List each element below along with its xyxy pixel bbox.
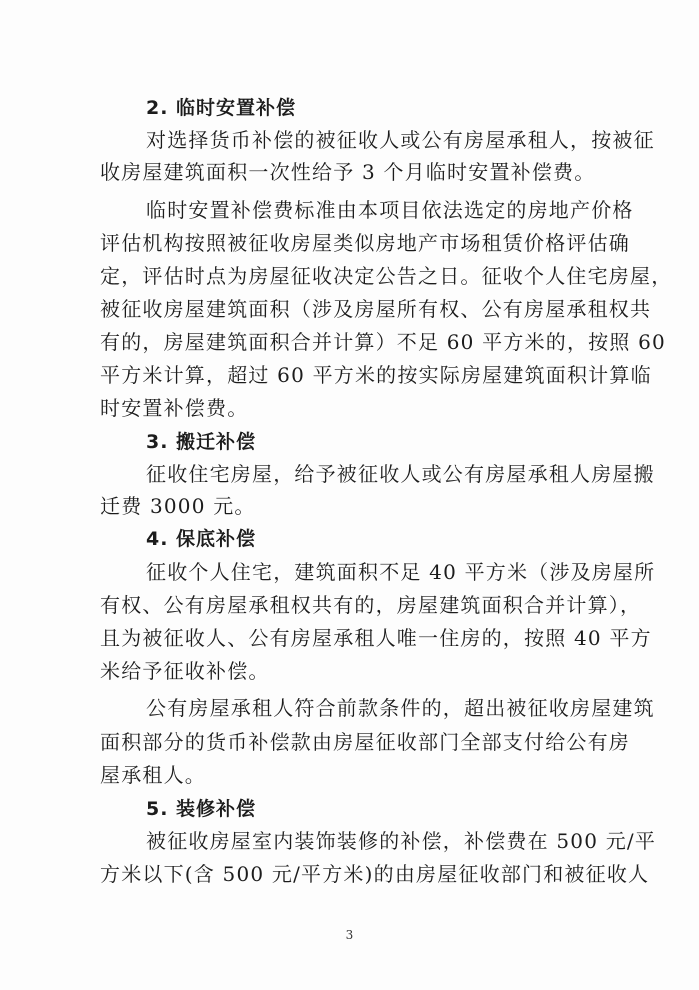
paragraph-line: 被征收房屋建筑面积（涉及房屋所有权、公有房屋承租权共	[100, 297, 652, 321]
paragraph-line: 且为被征收人、公有房屋承租人唯一住房的，按照 40 平方	[100, 626, 652, 650]
paragraph-line: 有权、公有房屋承租权共有的，房屋建筑面积合并计算），	[100, 593, 642, 617]
paragraph-line: 平方米计算，超过 60 平方米的按实际房屋建筑面积计算临	[100, 363, 652, 387]
paragraph-line: 征收住宅房屋，给予被征收人或公有房屋承租人房屋搬	[146, 462, 655, 486]
paragraph-line: 米给予征收补偿。	[100, 659, 270, 683]
section-heading: 2. 临时安置补偿	[146, 97, 297, 119]
paragraph-line: 面积部分的货币补偿款由房屋征收部门全部支付给公有房	[100, 730, 630, 754]
section-heading: 4. 保底补偿	[146, 528, 257, 550]
paragraph-line: 屋承租人。	[100, 763, 206, 787]
section-heading: 3. 搬迁补偿	[146, 431, 257, 453]
paragraph-line: 有的，房屋建筑面积合并计算）不足 60 平方米的，按照 60	[100, 330, 666, 354]
page-number: 3	[345, 928, 354, 942]
paragraph-line: 评估机构按照被征收房屋类似房地产市场租赁价格评估确	[100, 231, 630, 255]
paragraph-line: 定，评估时点为房屋征收决定公告之日。征收个人住宅房屋，	[100, 264, 673, 288]
paragraph-line: 收房屋建筑面积一次性给予 3 个月临时安置补偿费。	[100, 160, 596, 184]
section-heading: 5. 装修补偿	[146, 798, 257, 820]
paragraph-line: 对选择货币补偿的被征收人或公有房屋承租人，按被征	[146, 128, 655, 152]
paragraph-line: 公有房屋承租人符合前款条件的，超出被征收房屋建筑	[146, 696, 655, 720]
paragraph-line: 迁费 3000 元。	[100, 494, 256, 518]
paragraph-line: 被征收房屋室内装饰装修的补偿，补偿费在 500 元/平	[146, 829, 657, 853]
paragraph-line: 时安置补偿费。	[100, 396, 249, 420]
paragraph-line: 方米以下(含 500 元/平方米)的由房屋征收部门和被征收人	[100, 862, 650, 886]
paragraph-line: 临时安置补偿费标准由本项目依法选定的房地产价格	[146, 198, 634, 222]
paragraph-line: 征收个人住宅，建筑面积不足 40 平方米（涉及房屋所	[146, 560, 656, 584]
